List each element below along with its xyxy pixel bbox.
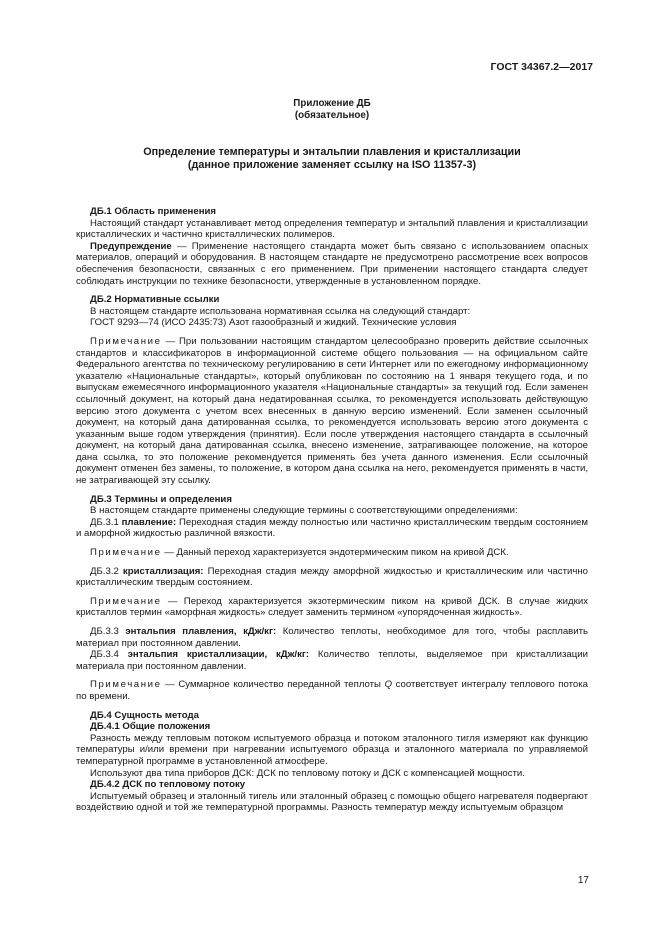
warning-label: Предупреждение [90, 240, 172, 252]
term-definition [76, 566, 588, 589]
note-text: — Суммарное количество переданной теплоты [161, 679, 385, 691]
subsection-heading: ДБ.4.1 Общие положения [90, 721, 211, 733]
page-number: 17 [577, 875, 589, 886]
section-db4 [76, 710, 588, 814]
term-text: Количество теплоты, выделяемое при кристаллизации материала при постоянном давлении. [76, 649, 588, 672]
term-text: Переходная стадия между аморфной жидкостью и кристаллическим или частично кристаллическим твердым состоянием. [76, 565, 588, 589]
paragraph: Испытуемый образец и эталонный тигель или эталонный образец с помощью общего нагревателя подвергают воздействию одной и той же температурной программы. Разность температур между испытуемым образцом [76, 790, 588, 814]
section-heading: ДБ.3 Термины и определения [90, 493, 232, 505]
term-number: ДБ.3.3 [90, 626, 126, 637]
annex-status: (обязательное) [294, 110, 370, 121]
term-text: Количество теплоты, необходимое для того, чтобы расплавить материал при постоянном давлении. [76, 626, 588, 649]
note-label: Примечание [90, 595, 162, 607]
term-name: плавление: [121, 516, 177, 528]
reference-item: ГОСТ 9293—74 (ИСО 2435:73) Азот газообразный и жидкий. Технические условия [90, 317, 457, 329]
term-definition [76, 626, 588, 649]
page-content [76, 98, 588, 814]
paragraph: Используют два типа приборов ДСК: ДСК по тепловому потоку и ДСК с компенсацией мощности. [90, 767, 525, 779]
term-text: Переходная стадия между полностью или частично кристаллическим твердым состоянием и аморфной жидкостью различной вязкости. [76, 516, 588, 540]
term-number: ДБ.3.1 [90, 516, 122, 528]
note-label: Примечание [90, 679, 162, 691]
note-text: — Переход характеризуется экзотермическим пиком на кривой ДСК. В случае жидких кристаллов термин «аморфная жидкость» следует заменить термином «упорядоченная жидкость». [76, 595, 588, 619]
term-name: энтальпия плавления, кДж/кг: [125, 626, 277, 637]
term-definition [76, 517, 588, 540]
paragraph: В настоящем стандарте использована нормативная ссылка на следующий стандарт: [90, 305, 471, 317]
note-paragraph [76, 547, 588, 559]
section-db2 [76, 294, 588, 487]
note-label: Примечание [90, 335, 162, 347]
section-db3 [76, 494, 588, 703]
note-paragraph [76, 679, 588, 702]
note-label: Примечание [90, 547, 162, 559]
section-heading: ДБ.2 Нормативные ссылки [90, 294, 220, 306]
quantity-symbol: Q [384, 679, 393, 691]
section-heading: ДБ.1 Область применения [90, 206, 216, 217]
note-text: — Данный переход характеризуется эндотермическим пиком на кривой ДСК. [161, 547, 509, 559]
subsection-heading: ДБ.4.2 ДСК по тепловому потоку [90, 779, 246, 791]
term-name: энтальпия кристаллизации, кДж/кг: [127, 649, 310, 661]
annex-title: Приложение ДБ [293, 98, 371, 109]
annex-main-title-line2: (данное приложение заменяет ссылку на ISO 11357-3) [187, 159, 477, 171]
term-definition [76, 649, 588, 672]
note-paragraph [76, 336, 588, 487]
paragraph: Разность между тепловым потоком испытуемого образца и потоком эталонного тигля измеряют как функцию температуры и/или времени при нагревании испытуемого образца и эталонного материала по управляемой температурной программе в установленной атмосфере. [76, 732, 588, 767]
paragraph: В настоящем стандарте применены следующие термины с соответствующими определениями: [90, 505, 518, 517]
warning-paragraph [76, 241, 588, 287]
section-db1 [76, 206, 588, 287]
standard-code: ГОСТ 34367.2—2017 [490, 61, 593, 73]
annex-main-title-line1: Определение температуры и энтальпии плавления и кристаллизации [143, 146, 521, 158]
term-name: кристаллизация: [122, 565, 204, 577]
annex-main-title [76, 146, 588, 172]
paragraph: Настоящий стандарт устанавливает метод определения температур и энтальпий плавления и кристаллизации кристаллических и частично кристаллических полимеров. [76, 217, 588, 241]
term-number: ДБ.3.4 [90, 649, 128, 661]
note-text: — При пользовании настоящим стандартом целесообразно проверить действие ссылочных стандартов и классификаторов в информационной системе общего пользования — на официальном сайте Федерального агентства по техническому регулированию в сети Интернет или по ежегодному информационному указателю «Национальные стандарты», который опубликован по состоянию на 1 января текущего года, и по выпускам ежемесячного информационного указателя «Национальные стандарты» за текущий год. Если заменен ссылочный документ, на который дана недатированная ссылка, то рекомендуется использовать действующую версию этого документа с учетом всех внесенных в данную версию изменений. Если заменен ссылочный документ, на который дана датированная ссылка, то рекомендуется использовать версию этого документа с указанным выше годом утверждения (принятия). Если после утверждения настоящего стандарта в ссылочный документ, на который дана датированная ссылка, внесено изменение, затрагивающее положение, на которое дана ссылка, то это положение рекомендуется применять без учета данного изменения. Если ссылочный документ отменен без замены, то положение, в котором дана ссылка на него, рекомендуется применять в части, не затрагивающей эту ссылку. [76, 335, 588, 487]
warning-text: — Применение настоящего стандарта может быть связано с использованием опасных материалов, операций и оборудования. В настоящем стандарте не предусмотрено рассмотрение всех вопросов обеспечения безопасности, связанных с его применением. При применении настоящего стандарта следует соблюдать инструкции по технике безопасности, утвержденные в установленном порядке. [76, 240, 588, 287]
note-paragraph [76, 596, 588, 619]
section-heading: ДБ.4 Сущность метода [90, 709, 199, 721]
note-text: соответствует интегралу теплового потока по времени. [76, 679, 588, 702]
term-number: ДБ.3.2 [90, 565, 123, 577]
